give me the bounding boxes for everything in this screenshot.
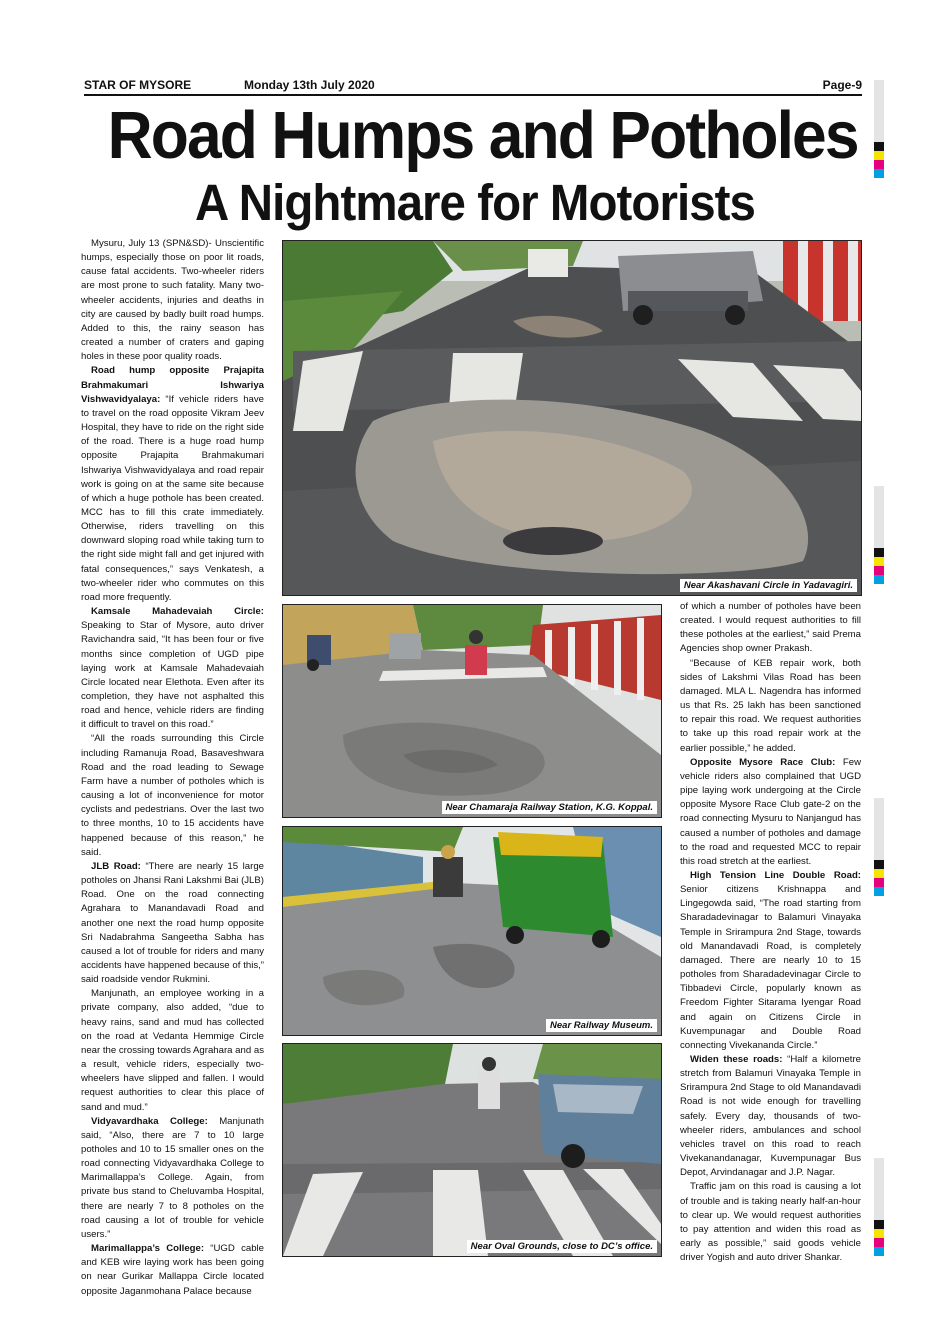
article-paragraph	[680, 869, 861, 1053]
headline-main: Road Humps and Potholes	[107, 98, 858, 173]
subhead: Vidyavardhaka College:	[91, 1115, 208, 1127]
photo-akashavani-circle	[282, 240, 862, 596]
registration-mark-3	[874, 798, 884, 896]
article-paragraph	[81, 237, 264, 364]
photo-road-hump-image-4	[283, 1044, 661, 1256]
article-paragraph	[81, 987, 264, 1114]
issue-date: Monday 13th July 2020	[244, 78, 375, 92]
registration-mark-4	[874, 1158, 884, 1256]
paragraph-text: “Because of KEB repair work, both sides of Lakshmi Vilas Road has been damaged. MLA L. Nagendra has informed us that Rs. 25 lakh has been sanctioned to repair this road. We request authorities to take up this road repair work at the earlier possible,” he added.	[680, 657, 861, 754]
article-paragraph	[81, 1242, 264, 1299]
paragraph-text: of which a number of potholes have been created. I would request authorities to fill these potholes at the earliest,” said Prema Agencies shop owner Prakash.	[680, 601, 861, 655]
article-paragraph	[680, 1180, 861, 1265]
paragraph-text: Mysuru, July 13 (SPN&SD)- Unscientific humps, especially those on poor lit roads, cause fatal accidents. Two-wheeler riders are most prone to such fatality. Many two-wheeler accidents, injuries and deaths in city are caused by badly built road humps. Added to this, the rainy season has created a number of craters and gaping holes in these poor quality roads.	[81, 238, 264, 363]
photo-caption-4: Near Oval Grounds, close to DC’s office.	[467, 1240, 657, 1253]
subhead: Marimallappa’s College:	[91, 1243, 205, 1255]
registration-mark-2	[874, 486, 884, 584]
photo-chamaraja-railway-station	[282, 604, 662, 818]
subhead: High Tension Line Double Road:	[690, 869, 861, 881]
article-paragraph	[680, 657, 861, 756]
paragraph-text: Senior citizens Krishnappa and Lingegowda said, “The road starting from Sharadadevinagar to Balamuri Vinayaka Temple in Srirampura 2nd Stage, towards old Manandavadi Road, is completely damaged. There are nearly 10 to 15 potholes from Sharadadevinagar Circle to Tibbadevi Circle, popularly known as Freedom Fighter Sitarama Iyengar Road and again on Citizens Circle in Kuvempunagar and Double Road connecting Vivekananda Circle.”	[680, 884, 861, 1051]
photo-pothole-image-3	[283, 827, 661, 1035]
subhead: JLB Road:	[91, 860, 141, 872]
paragraph-text: Manjunath said, “Also, there are 7 to 10 large potholes and 10 to 15 smaller ones on the road connecting Vidyavardhaka College to Marimallappa’s College. Again, from private bus stand to Cheluvamba Hospital, there are nearly 7 to 8 potholes on the road causing a lot of trouble for vehicle users.”	[81, 1115, 264, 1240]
paragraph-text: “Half a kilometre stretch from Balamuri Vinayaka Temple in Srirampura 2nd Stage to old Manandavadi Road is not wide enough for travelling safely. Every day, thousands of two-wheeler riders, ambulances and school vehicles travel on this road to reach Vivekanandanagar, Kuvempunagar Bus Depot, Arvindanagar and J.P. Nagar.	[680, 1054, 861, 1179]
article-paragraph	[81, 732, 264, 859]
article-paragraph	[81, 1115, 264, 1242]
paragraph-text: “There are nearly 15 large potholes on Jhansi Rani Lakshmi Bai (JLB) Road. One on the road connecting Agrahara to Manandavadi Road and another one next the road hump opposite Sri Nadabrahma Sangeetha Sabha has caused a lot of trouble for riders and many accidents have happened because of this,” said roadside vendor Rukmini.	[81, 860, 264, 986]
photo-pothole-image-2	[283, 605, 661, 817]
article-paragraph	[680, 756, 861, 869]
article-paragraph	[81, 605, 264, 732]
article-column-right	[680, 600, 861, 1265]
subhead: Road hump opposite Prajapita Brahmakumari Ishwariya Vishwavidyalaya:	[81, 365, 264, 405]
article-paragraph	[81, 860, 264, 987]
paragraph-text: “All the roads surrounding this Circle including Ramanuja Road, Basaveshwara Road and the road leading to Sewage Farm have a number of potholes which is causing a lot of inconvenience for motor cyclists and pedestrians. Over the last two to three months, 10 to 15 accidents have happened because of this reason,” he said.	[81, 733, 264, 858]
subhead: Opposite Mysore Race Club:	[690, 756, 836, 768]
photo-caption-2: Near Chamaraja Railway Station, K.G. Koppal.	[442, 801, 657, 814]
photo-road-hump-image	[283, 241, 861, 595]
paragraph-text: Speaking to Star of Mysore, auto driver Ravichandra said, “It has been four or five months since completion of UGD pipe laying work at Kamsale Mahadevaiah Circle located near Elethota. Even after its completion, they have not asphalted this road and hence, vehicle riders are finding it difficult to travel on this road.”	[81, 620, 264, 731]
paragraph-text: Traffic jam on this road is causing a lot of trouble and is taking nearly half-an-hour to clear up. We would request authorities to pay attention and widen this road as early as possible,” said goods vehicle driver Yogish and auto driver Shankar.	[680, 1181, 861, 1264]
paragraph-text: Manjunath, an employee working in a private company, also added, “due to heavy rains, sand and mud has collected on the road at Vedanta Hemmige Circle near the crossing towards Agrahara and as a result, vehicle riders, especially two-wheelers have slipped and fallen. I would request authorities to clear this place of sand and mud.”	[81, 988, 264, 1113]
header-rule	[84, 94, 862, 96]
article-paragraph	[680, 600, 861, 657]
subhead: Kamsale Mahadevaiah Circle:	[91, 606, 264, 618]
registration-mark-1	[874, 80, 884, 178]
photo-caption-1: Near Akashavani Circle in Yadavagiri.	[680, 579, 857, 592]
photo-caption-3: Near Railway Museum.	[546, 1019, 657, 1032]
page-header	[84, 78, 862, 94]
subhead: Widen these roads:	[690, 1054, 783, 1065]
paragraph-text: “If vehicle riders have to travel on the road opposite Vikram Jeev Hospital, they have to ride on the right side of the road. There is a huge road hump opposite Prajapita Brahmakumari Ishwariya Vishwavidyalaya and road repair work is going on at the same site because of which a huge pothole has been created. MCC has to fill this crate immediately. Otherwise, riders travelling on this downward sloping road while taking turn to the right side might fall and get injured with fatal consequences,” says Venkatesh, a two-wheeler rider who commutes on this road more frequently.	[81, 393, 264, 603]
photo-railway-museum	[282, 826, 662, 1036]
publication-name: STAR OF MYSORE	[84, 78, 192, 92]
paragraph-text: “UGD cable and KEB wire laying work has been going on near Gurikar Mallappa Circle located opposite Jaganmohana Palace because	[81, 1243, 264, 1297]
page-number: Page-9	[822, 78, 862, 92]
article-column-left	[81, 237, 264, 1297]
paragraph-text: Few vehicle riders also complained that UGD pipe laying work undergoing at the Circle opposite Mysore Race Club gate-2 on the road connecting Mysuru to Nanjangud has caused a number of potholes and damage to the road and requested MCC to repair this road stretch at the earliest.	[680, 756, 862, 867]
headline-sub: A Nightmare for Motorists	[194, 174, 755, 231]
article-paragraph	[680, 1053, 861, 1180]
photo-oval-grounds	[282, 1043, 662, 1257]
article-paragraph	[81, 364, 264, 605]
